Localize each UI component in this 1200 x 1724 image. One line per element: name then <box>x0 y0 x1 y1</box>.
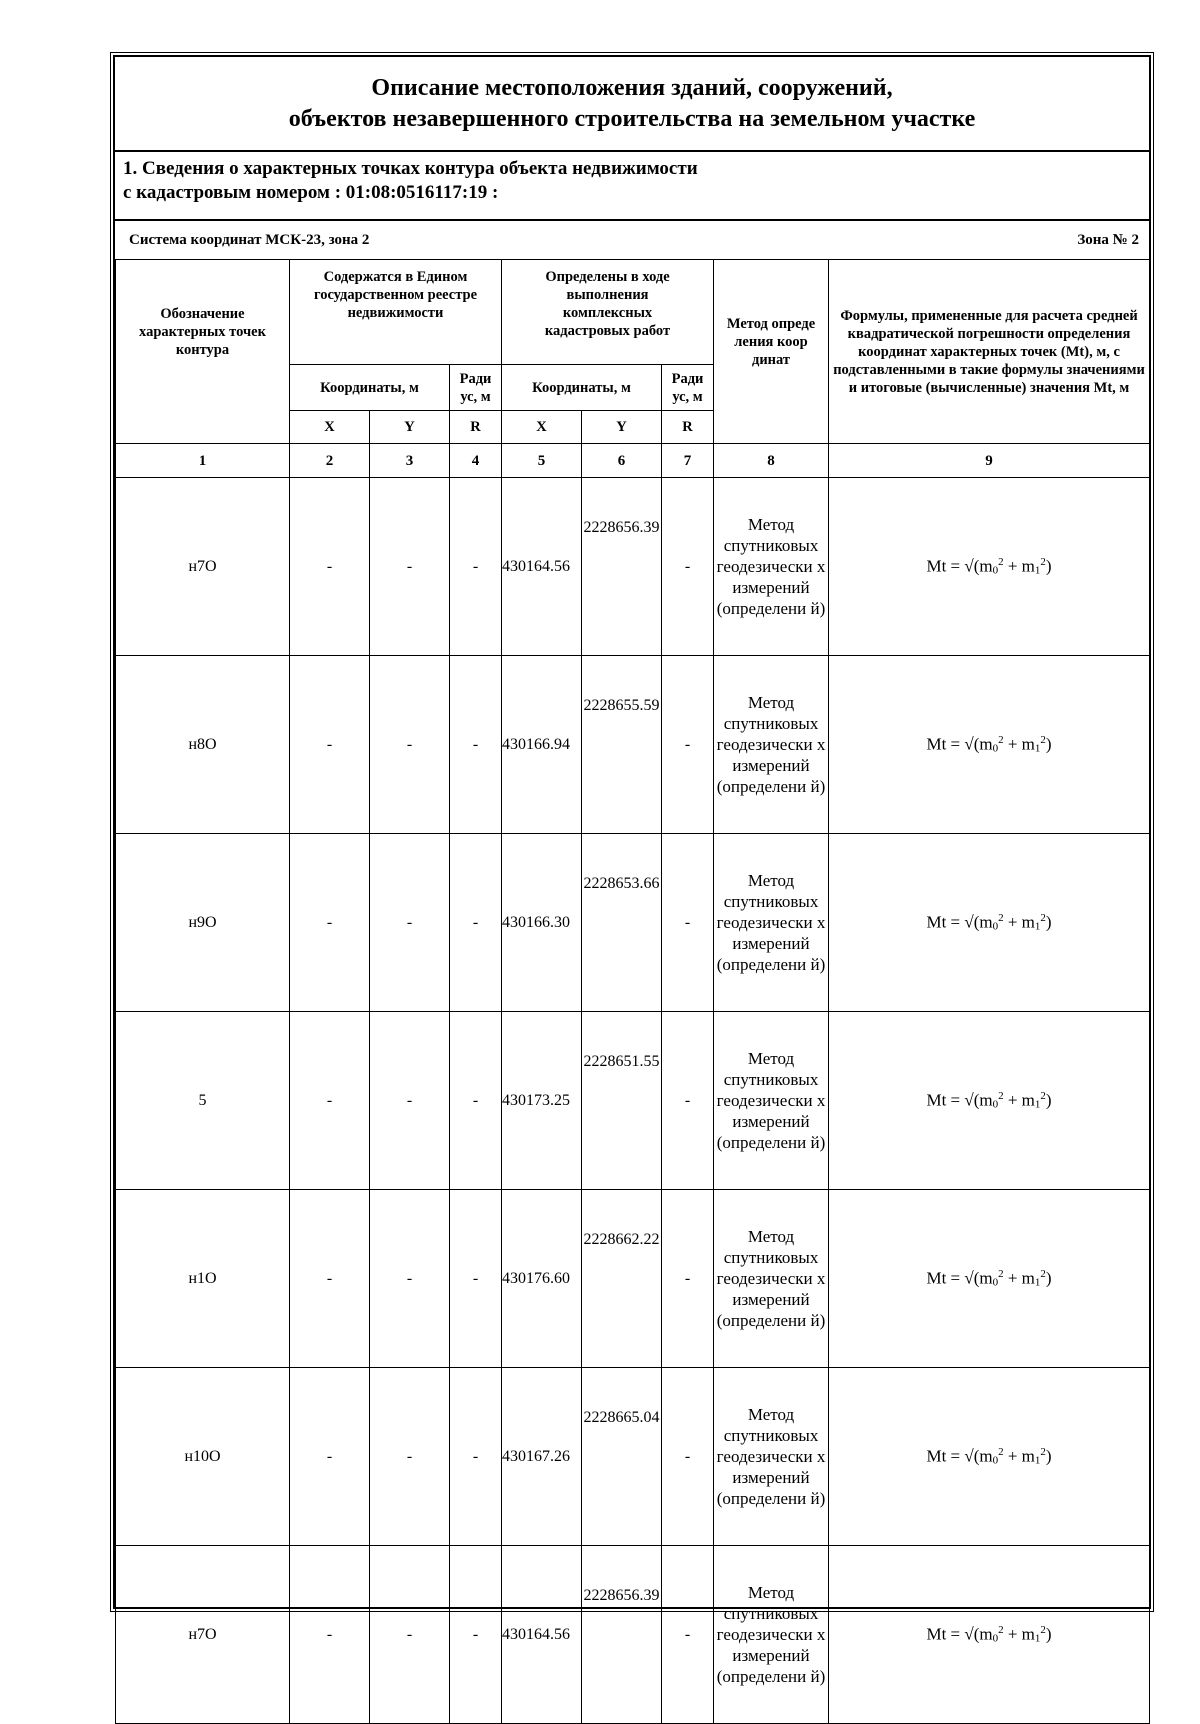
column-number: 4 <box>450 444 502 478</box>
method-description: Метод спутниковых геодезически х измерений (определени й) <box>714 1190 829 1368</box>
header-complex: Определены в ходе выполнения комплексных кадастровых работ <box>502 260 714 365</box>
complex-r: - <box>662 656 714 834</box>
mt-formula: $Mt = √(m_0^2 + m_1^2)$ <box>829 478 1150 656</box>
header-coords-egrn: Координаты, м <box>290 365 450 411</box>
table-row <box>116 1368 1150 1546</box>
column-number: 5 <box>502 444 582 478</box>
egrn-x: - <box>290 834 370 1012</box>
method-description: Метод спутниковых геодезически х измерений (определени й) <box>714 1368 829 1546</box>
mt-formula: $Mt = √(m_0^2 + m_1^2)$ <box>829 1012 1150 1190</box>
complex-y: 2228656.39 <box>582 1546 662 1724</box>
egrn-x: - <box>290 1190 370 1368</box>
complex-x: 430164.56 <box>502 478 582 656</box>
complex-y: 2228653.66 <box>582 834 662 1012</box>
table-row <box>116 1190 1150 1368</box>
mt-formula: $Mt = √(m_0^2 + m_1^2)$ <box>829 1546 1150 1724</box>
column-number: 3 <box>370 444 450 478</box>
section-line-2: с кадастровым номером : 01:08:0516117:19 : <box>123 182 499 203</box>
egrn-x: - <box>290 1368 370 1546</box>
table-body <box>116 478 1150 1724</box>
egrn-x: - <box>290 1012 370 1190</box>
header-formula: Формулы, примененные для расчета средней квадратической погрешности определения координат характерных точек (Mt), м, с подставленными в такие формулы значениями и итоговые (вычисленные) значения Mt, м <box>829 260 1150 444</box>
header-r-egrn: R <box>450 411 502 444</box>
complex-y: 2228662.22 <box>582 1190 662 1368</box>
header-x-egrn: X <box>290 411 370 444</box>
complex-x: 430166.30 <box>502 834 582 1012</box>
egrn-r: - <box>450 478 502 656</box>
complex-x: 430167.26 <box>502 1368 582 1546</box>
column-number: 1 <box>116 444 290 478</box>
point-name: н1О <box>116 1190 290 1368</box>
egrn-y: - <box>370 656 450 834</box>
section-line-1: 1. Сведения о характерных точках контура объекта недвижимости <box>123 158 698 179</box>
complex-x: 430176.60 <box>502 1190 582 1368</box>
mt-formula: $Mt = √(m_0^2 + m_1^2)$ <box>829 834 1150 1012</box>
mt-formula: $Mt = √(m_0^2 + m_1^2)$ <box>829 1368 1150 1546</box>
table-row <box>116 656 1150 834</box>
header-r-complex: R <box>662 411 714 444</box>
complex-y: 2228651.55 <box>582 1012 662 1190</box>
header-coords-complex: Координаты, м <box>502 365 662 411</box>
title-line-2: объектов незавершенного строительства на земельном участке <box>288 105 976 132</box>
egrn-x: - <box>290 1546 370 1724</box>
egrn-r: - <box>450 1546 502 1724</box>
column-number: 8 <box>714 444 829 478</box>
column-number: 2 <box>290 444 370 478</box>
column-number: 7 <box>662 444 714 478</box>
egrn-y: - <box>370 834 450 1012</box>
method-description: Метод спутниковых геодезически х измерений (определени й) <box>714 1546 829 1724</box>
coord-system-row <box>115 221 1149 259</box>
method-description: Метод спутниковых геодезически х измерений (определени й) <box>714 834 829 1012</box>
complex-x: 430166.94 <box>502 656 582 834</box>
complex-r: - <box>662 834 714 1012</box>
mt-formula: $Mt = √(m_0^2 + m_1^2)$ <box>829 656 1150 834</box>
point-name: н9О <box>116 834 290 1012</box>
point-name: н7О <box>116 478 290 656</box>
column-number: 9 <box>829 444 1150 478</box>
egrn-r: - <box>450 1368 502 1546</box>
complex-r: - <box>662 1546 714 1724</box>
header-x-complex: X <box>502 411 582 444</box>
header-point: Обозначение характерных точек контура <box>116 260 290 444</box>
document-title <box>115 57 1149 150</box>
title-line-1: Описание местоположения зданий, сооружений, <box>371 74 893 101</box>
header-radius-complex: Ради ус, м <box>662 365 714 411</box>
point-name: н8О <box>116 656 290 834</box>
header-radius-egrn: Ради ус, м <box>450 365 502 411</box>
header-egrn: Содержатся в Едином государственном реестре недвижимости <box>290 260 502 365</box>
egrn-y: - <box>370 1012 450 1190</box>
table-row <box>116 478 1150 656</box>
coordinates-table <box>115 259 1150 1724</box>
method-description: Метод спутниковых геодезически х измерений (определени й) <box>714 1012 829 1190</box>
table-row <box>116 1012 1150 1190</box>
table-row <box>116 834 1150 1012</box>
complex-x: 430164.56 <box>502 1546 582 1724</box>
zone-label: Зона № 2 <box>1077 231 1139 248</box>
egrn-y: - <box>370 1368 450 1546</box>
point-name: 5 <box>116 1012 290 1190</box>
complex-y: 2228655.59 <box>582 656 662 834</box>
egrn-r: - <box>450 656 502 834</box>
egrn-y: - <box>370 1546 450 1724</box>
method-description: Метод спутниковых геодезически х измерений (определени й) <box>714 478 829 656</box>
point-name: н7О <box>116 1546 290 1724</box>
complex-y: 2228656.39 <box>582 478 662 656</box>
egrn-r: - <box>450 1012 502 1190</box>
egrn-x: - <box>290 656 370 834</box>
coord-system-label: Система координат МСК-23, зона 2 <box>129 231 370 248</box>
column-number: 6 <box>582 444 662 478</box>
point-name: н10О <box>116 1368 290 1546</box>
egrn-y: - <box>370 1190 450 1368</box>
header-y-egrn: Y <box>370 411 450 444</box>
section-heading <box>123 157 1143 217</box>
egrn-x: - <box>290 478 370 656</box>
egrn-r: - <box>450 1190 502 1368</box>
complex-y: 2228665.04 <box>582 1368 662 1546</box>
header-method: Метод опреде ления коор динат <box>714 260 829 444</box>
method-description: Метод спутниковых геодезически х измерений (определени й) <box>714 656 829 834</box>
mt-formula: $Mt = √(m_0^2 + m_1^2)$ <box>829 1190 1150 1368</box>
header-y-complex: Y <box>582 411 662 444</box>
document-frame <box>113 55 1151 1686</box>
egrn-r: - <box>450 834 502 1012</box>
egrn-y: - <box>370 478 450 656</box>
complex-x: 430173.25 <box>502 1012 582 1190</box>
complex-r: - <box>662 1190 714 1368</box>
complex-r: - <box>662 1012 714 1190</box>
divider <box>115 150 1149 152</box>
complex-r: - <box>662 478 714 656</box>
complex-r: - <box>662 1368 714 1546</box>
